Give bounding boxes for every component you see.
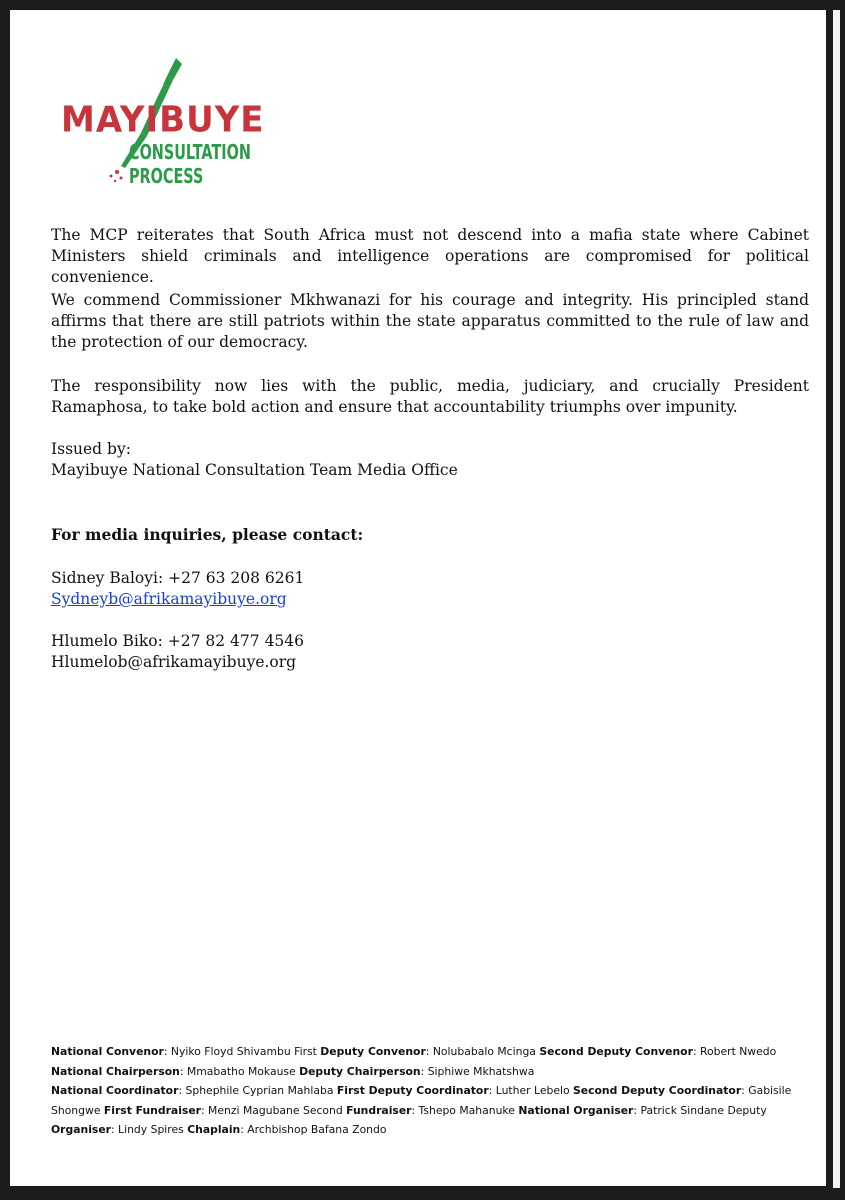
role-value: : Nyiko Floyd Shivambu First (163, 1045, 321, 1058)
role-label: Deputy Chairperson (299, 1064, 421, 1078)
issued-label: Issued by: (51, 440, 131, 458)
role-label: National Coordinator (51, 1084, 179, 1097)
role-value: : Luther Lebelo (488, 1084, 574, 1097)
mayibuye-logo (55, 50, 345, 190)
role-value: : Robert Nwedo (692, 1045, 777, 1058)
role-label: National Organiser (518, 1103, 634, 1117)
role-value: : Lindy Spires (110, 1123, 188, 1136)
role-value: : Sphephile Cyprian Mahlaba (178, 1084, 337, 1097)
paragraph-3: The responsibility now lies with the public, media, judiciary, and crucially President Ramaphosa, to take bold action and ensure that accountability triumphs over impunity. (51, 377, 809, 416)
footer-officials (51, 1042, 796, 1140)
role-label: Second Deputy Coordinator (573, 1084, 742, 1097)
role-value: : Siphiwe Mkhatshwa (420, 1064, 535, 1078)
role-label: First Fundraiser (103, 1103, 201, 1117)
footer-line-1 (51, 1042, 796, 1062)
role-label: Second Deputy Convenor (539, 1045, 693, 1058)
footer-line-2 (51, 1062, 796, 1082)
role-label: Organiser (51, 1123, 111, 1136)
role-value: : Nolubabalo Mcinga (425, 1045, 540, 1058)
role-label: National Chairperson (51, 1064, 180, 1078)
paragraph-1: The MCP reiterates that South Africa must not descend into a mafia state where Cabinet Ministers shield criminals and intelligence operations are compromised for political convenience. (51, 226, 809, 286)
logo-title: MAYIBUYE (61, 99, 265, 141)
role-label: Fundraiser (346, 1103, 412, 1117)
email-link-sidney[interactable]: Sydneyb@afrikamayibuye.org (51, 590, 287, 608)
role-value: : Tshepo Mahanuke (411, 1103, 519, 1117)
role-value: : Menzi Magubane Second (200, 1103, 347, 1117)
scrollbar[interactable] (833, 10, 840, 1188)
contact-heading: For media inquiries, please contact: (51, 525, 364, 544)
issued-office: Mayibuye National Consultation Team Media Office (51, 461, 458, 479)
contact-sidney: Sidney Baloyi: +27 63 208 6261 (51, 569, 305, 587)
footer-line-4 (51, 1101, 796, 1121)
email-hlumelo: Hlumelob@afrikamayibuye.org (51, 653, 297, 671)
logo-subtitle: CONSULTATION PROCESS (129, 140, 251, 188)
role-value: : Archbishop Bafana Zondo (240, 1123, 387, 1136)
role-label: First Deputy Coordinator (336, 1084, 489, 1097)
role-label: Deputy Convenor (320, 1045, 426, 1058)
role-value: : Gabisile (741, 1084, 792, 1097)
role-value: : Patrick Sindane Deputy (633, 1103, 767, 1117)
role-label: Chaplain (187, 1123, 241, 1136)
role-value: Shongwe (51, 1103, 104, 1117)
role-value: : Mmabatho Mokause (179, 1064, 300, 1078)
role-label: National Convenor (51, 1045, 164, 1058)
contact-hlumelo: Hlumelo Biko: +27 82 477 4546 (51, 632, 305, 650)
paragraph-2: We commend Commissioner Mkhwanazi for his courage and integrity. His principled stand affirms that there are still patriots within the state apparatus committed to the rule of law and the protection of our democracy. (51, 291, 809, 351)
footer-line-5 (51, 1120, 796, 1140)
footer-line-3 (51, 1081, 796, 1101)
